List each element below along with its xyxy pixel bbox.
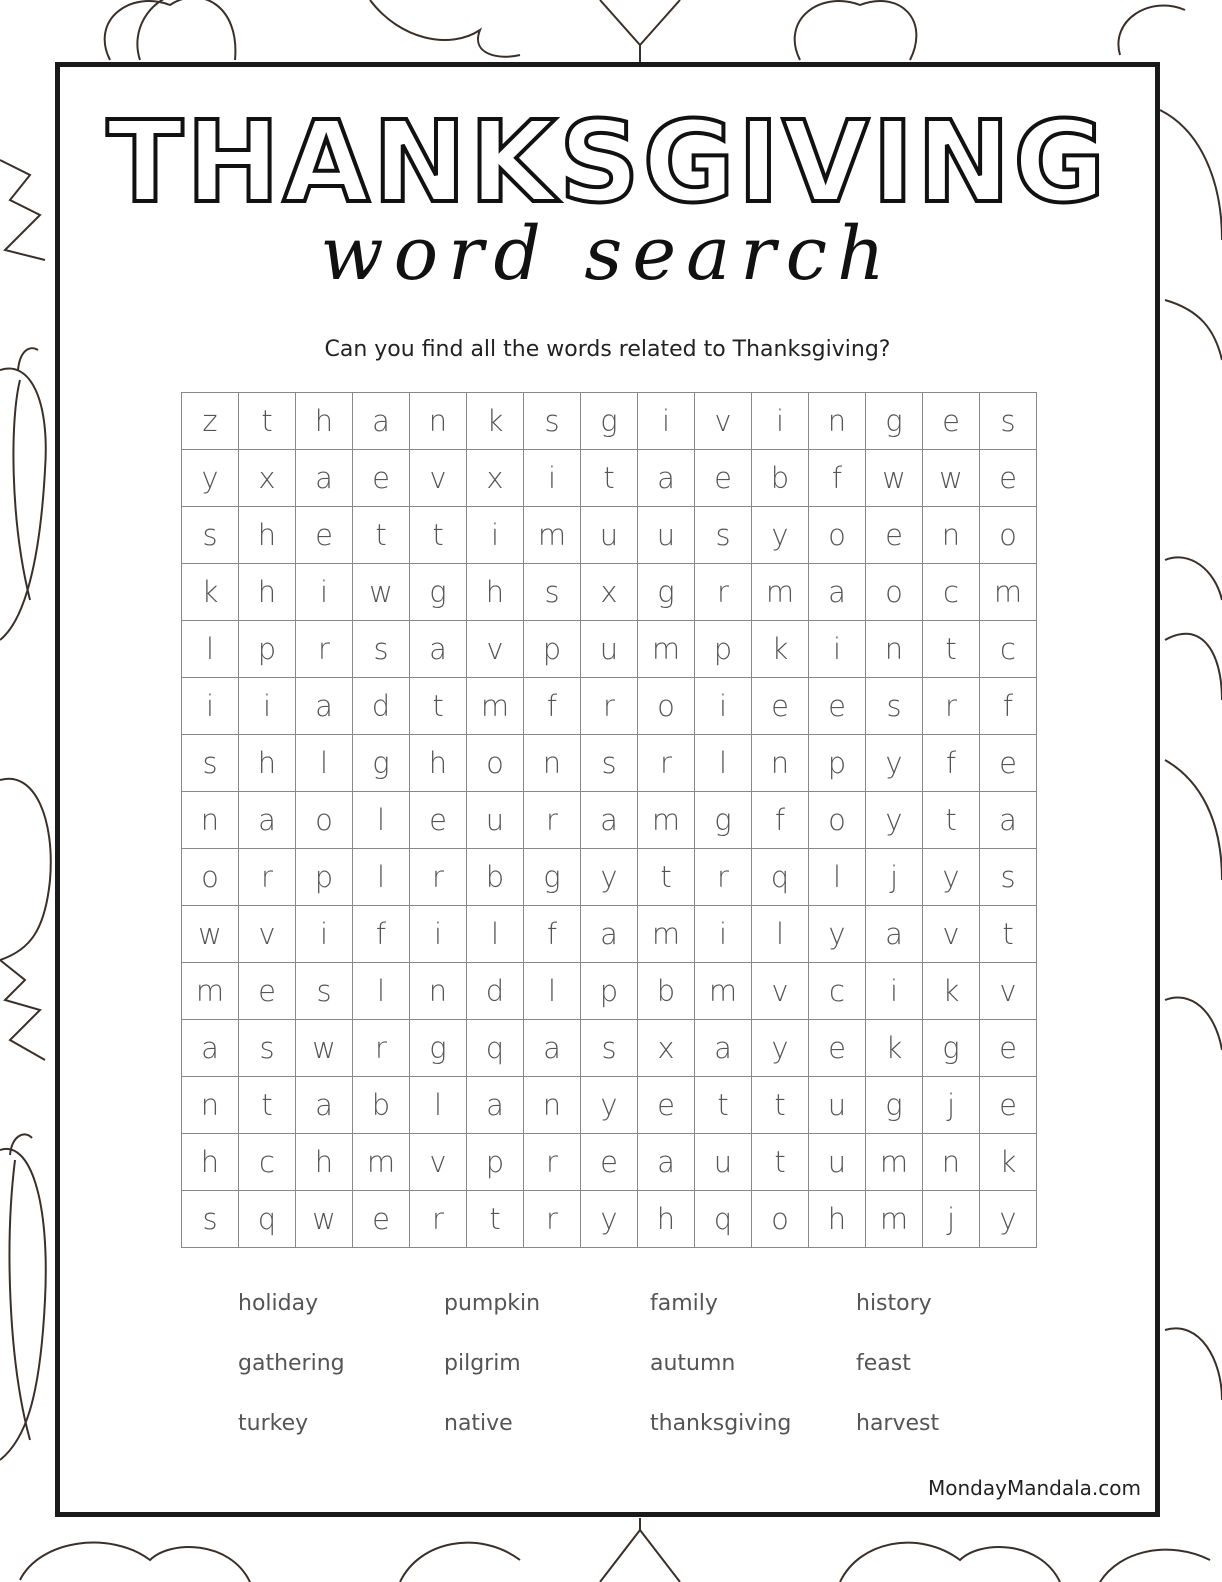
grid-cell[interactable]: m — [638, 906, 695, 963]
word-search-grid — [181, 392, 1037, 1248]
grid-cell[interactable]: m — [866, 1191, 923, 1248]
grid-cell[interactable]: x — [239, 450, 296, 507]
grid-cell[interactable]: s — [182, 507, 239, 564]
page-subtitle: word search — [320, 211, 895, 297]
grid-cell[interactable]: q — [695, 1191, 752, 1248]
grid-cell[interactable]: i — [866, 963, 923, 1020]
grid-cell[interactable]: p — [524, 621, 581, 678]
grid-cell[interactable]: r — [296, 621, 353, 678]
grid-cell[interactable]: a — [980, 792, 1037, 849]
grid-cell[interactable]: l — [809, 849, 866, 906]
grid-cell[interactable]: i — [296, 564, 353, 621]
grid-cell[interactable]: r — [638, 735, 695, 792]
grid-cell[interactable]: y — [809, 906, 866, 963]
grid-cell[interactable]: r — [353, 1020, 410, 1077]
grid-cell[interactable]: v — [239, 906, 296, 963]
grid-cell[interactable]: r — [524, 1134, 581, 1191]
grid-cell[interactable]: h — [239, 564, 296, 621]
grid-cell[interactable]: m — [353, 1134, 410, 1191]
grid-cell[interactable]: w — [182, 906, 239, 963]
word-list-item: thanksgiving — [650, 1411, 792, 1436]
grid-cell[interactable]: l — [410, 1077, 467, 1134]
grid-cell[interactable]: r — [410, 849, 467, 906]
grid-cell[interactable]: b — [353, 1077, 410, 1134]
grid-cell[interactable]: f — [353, 906, 410, 963]
grid-cell[interactable]: l — [182, 621, 239, 678]
grid-cell[interactable]: v — [752, 963, 809, 1020]
grid-cell[interactable]: m — [752, 564, 809, 621]
grid-cell[interactable]: m — [467, 678, 524, 735]
grid-cell[interactable]: k — [923, 963, 980, 1020]
grid-cell[interactable]: u — [638, 507, 695, 564]
grid-cell[interactable]: u — [581, 507, 638, 564]
grid-cell[interactable]: q — [467, 1020, 524, 1077]
grid-cell[interactable]: p — [296, 849, 353, 906]
grid-cell[interactable]: y — [980, 1191, 1037, 1248]
grid-cell[interactable]: g — [866, 1077, 923, 1134]
grid-cell[interactable]: m — [866, 1134, 923, 1191]
grid-cell[interactable]: a — [866, 906, 923, 963]
grid-cell[interactable]: h — [296, 1134, 353, 1191]
grid-cell[interactable]: a — [524, 1020, 581, 1077]
grid-cell[interactable]: b — [638, 963, 695, 1020]
grid-row — [182, 849, 1037, 906]
grid-cell[interactable]: e — [980, 1077, 1037, 1134]
grid-cell[interactable]: l — [353, 792, 410, 849]
grid-cell[interactable]: g — [410, 564, 467, 621]
worksheet-frame — [55, 62, 1160, 1517]
grid-cell[interactable]: e — [353, 1191, 410, 1248]
grid-cell[interactable]: c — [809, 963, 866, 1020]
grid-cell[interactable]: w — [296, 1020, 353, 1077]
grid-row — [182, 564, 1037, 621]
grid-cell[interactable]: u — [809, 1077, 866, 1134]
grid-cell[interactable]: a — [239, 792, 296, 849]
grid-cell[interactable]: r — [695, 564, 752, 621]
grid-row — [182, 393, 1037, 450]
grid-cell[interactable]: y — [752, 507, 809, 564]
grid-cell[interactable]: t — [980, 906, 1037, 963]
grid-cell[interactable]: v — [980, 963, 1037, 1020]
grid-cell[interactable]: k — [980, 1134, 1037, 1191]
grid-cell[interactable]: a — [581, 792, 638, 849]
grid-cell[interactable]: o — [182, 849, 239, 906]
grid-cell[interactable]: t — [239, 393, 296, 450]
grid-cell[interactable]: i — [695, 678, 752, 735]
grid-cell[interactable]: w — [353, 564, 410, 621]
grid-cell[interactable]: c — [980, 621, 1037, 678]
grid-cell[interactable]: p — [809, 735, 866, 792]
grid-cell[interactable]: d — [467, 963, 524, 1020]
grid-cell[interactable]: e — [980, 1020, 1037, 1077]
grid-cell[interactable]: h — [467, 564, 524, 621]
grid-cell[interactable]: r — [695, 849, 752, 906]
grid-cell[interactable]: t — [752, 1134, 809, 1191]
grid-cell[interactable]: l — [695, 735, 752, 792]
grid-cell[interactable]: g — [410, 1020, 467, 1077]
grid-cell[interactable]: m — [980, 564, 1037, 621]
word-list-item: gathering — [238, 1351, 345, 1376]
word-list-item: native — [444, 1411, 513, 1436]
grid-cell[interactable]: l — [353, 849, 410, 906]
word-list-item: autumn — [650, 1351, 736, 1376]
grid-cell[interactable]: t — [752, 1077, 809, 1134]
grid-cell[interactable]: o — [809, 792, 866, 849]
grid-cell[interactable]: a — [467, 1077, 524, 1134]
grid-cell[interactable]: q — [239, 1191, 296, 1248]
grid-cell[interactable]: a — [581, 906, 638, 963]
grid-cell[interactable]: e — [980, 735, 1037, 792]
grid-cell[interactable]: t — [923, 621, 980, 678]
grid-cell[interactable]: a — [296, 1077, 353, 1134]
grid-cell[interactable]: w — [866, 450, 923, 507]
word-list-item: history — [856, 1291, 932, 1316]
word-list-item: feast — [856, 1351, 911, 1376]
grid-cell[interactable]: p — [695, 621, 752, 678]
grid-cell[interactable]: y — [866, 792, 923, 849]
grid-cell[interactable]: x — [638, 1020, 695, 1077]
grid-cell[interactable]: g — [695, 792, 752, 849]
grid-cell[interactable]: e — [923, 393, 980, 450]
grid-cell[interactable]: i — [239, 678, 296, 735]
grid-cell[interactable]: e — [866, 507, 923, 564]
grid-cell[interactable]: k — [467, 393, 524, 450]
grid-cell[interactable]: e — [638, 1077, 695, 1134]
grid-cell[interactable]: i — [296, 906, 353, 963]
grid-cell[interactable]: f — [752, 792, 809, 849]
grid-cell[interactable]: a — [809, 564, 866, 621]
grid-row — [182, 963, 1037, 1020]
grid-cell[interactable]: y — [581, 849, 638, 906]
grid-cell[interactable]: r — [581, 678, 638, 735]
grid-cell[interactable]: o — [752, 1191, 809, 1248]
grid-cell[interactable]: t — [467, 1191, 524, 1248]
grid-row — [182, 507, 1037, 564]
grid-cell[interactable]: s — [182, 735, 239, 792]
grid-cell[interactable]: g — [581, 393, 638, 450]
grid-cell[interactable]: i — [467, 507, 524, 564]
grid-cell[interactable]: u — [809, 1134, 866, 1191]
grid-cell[interactable]: n — [809, 393, 866, 450]
word-list-item: pilgrim — [444, 1351, 521, 1376]
grid-cell[interactable]: l — [296, 735, 353, 792]
grid-cell[interactable]: e — [980, 450, 1037, 507]
grid-cell[interactable]: y — [581, 1077, 638, 1134]
grid-cell[interactable]: h — [182, 1134, 239, 1191]
grid-cell[interactable]: s — [296, 963, 353, 1020]
grid-row — [182, 678, 1037, 735]
grid-cell[interactable]: o — [809, 507, 866, 564]
grid-cell[interactable]: i — [809, 621, 866, 678]
grid-cell[interactable]: g — [638, 564, 695, 621]
grid-cell[interactable]: t — [353, 507, 410, 564]
grid-cell[interactable]: e — [809, 678, 866, 735]
grid-cell[interactable]: n — [524, 735, 581, 792]
grid-cell[interactable]: e — [581, 1134, 638, 1191]
grid-cell[interactable]: w — [923, 450, 980, 507]
grid-cell[interactable]: n — [923, 1134, 980, 1191]
word-list-item: holiday — [238, 1291, 319, 1316]
grid-cell[interactable]: g — [923, 1020, 980, 1077]
grid-row — [182, 1134, 1037, 1191]
page-title: THANKSGIVING — [106, 98, 1109, 228]
grid-cell[interactable]: a — [638, 450, 695, 507]
grid-cell[interactable]: l — [752, 906, 809, 963]
grid-cell[interactable]: e — [809, 1020, 866, 1077]
grid-cell[interactable]: s — [353, 621, 410, 678]
grid-cell[interactable]: o — [296, 792, 353, 849]
grid-cell[interactable]: f — [923, 735, 980, 792]
instructions: Can you find all the words related to Thanksgiving? — [324, 337, 891, 362]
grid-cell[interactable]: h — [239, 507, 296, 564]
grid-cell[interactable]: a — [182, 1020, 239, 1077]
grid-cell[interactable]: m — [638, 792, 695, 849]
word-list-item: turkey — [238, 1411, 309, 1436]
grid-row — [182, 735, 1037, 792]
grid-cell[interactable]: i — [410, 906, 467, 963]
grid-cell[interactable]: y — [866, 735, 923, 792]
grid-cell[interactable]: k — [752, 621, 809, 678]
grid-cell[interactable]: s — [980, 393, 1037, 450]
grid-cell[interactable]: f — [524, 906, 581, 963]
grid-cell[interactable]: c — [923, 564, 980, 621]
grid-row — [182, 621, 1037, 678]
grid-cell[interactable]: n — [182, 792, 239, 849]
grid-cell[interactable]: a — [353, 393, 410, 450]
grid-cell[interactable]: x — [581, 564, 638, 621]
grid-cell[interactable]: x — [467, 450, 524, 507]
grid-cell[interactable]: v — [410, 450, 467, 507]
grid-cell[interactable]: s — [524, 393, 581, 450]
grid-cell[interactable]: r — [239, 849, 296, 906]
grid-cell[interactable]: p — [467, 1134, 524, 1191]
grid-cell[interactable]: u — [581, 621, 638, 678]
grid-cell[interactable]: v — [923, 906, 980, 963]
grid-cell[interactable]: h — [809, 1191, 866, 1248]
grid-cell[interactable]: t — [410, 678, 467, 735]
grid-cell[interactable]: n — [524, 1077, 581, 1134]
grid-cell[interactable]: t — [638, 849, 695, 906]
grid-cell[interactable]: e — [410, 792, 467, 849]
grid-cell[interactable]: t — [410, 507, 467, 564]
grid-cell[interactable]: v — [410, 1134, 467, 1191]
grid-cell[interactable]: n — [923, 507, 980, 564]
grid-cell[interactable]: s — [239, 1020, 296, 1077]
grid-cell[interactable]: d — [353, 678, 410, 735]
grid-cell[interactable]: i — [752, 393, 809, 450]
grid-cell[interactable]: w — [296, 1191, 353, 1248]
grid-cell[interactable]: e — [296, 507, 353, 564]
grid-cell[interactable]: q — [752, 849, 809, 906]
grid-cell[interactable]: s — [581, 735, 638, 792]
grid-cell[interactable]: e — [239, 963, 296, 1020]
grid-cell[interactable]: e — [353, 450, 410, 507]
grid-cell[interactable]: s — [980, 849, 1037, 906]
grid-cell[interactable]: t — [695, 1077, 752, 1134]
grid-cell[interactable]: k — [182, 564, 239, 621]
grid-cell[interactable]: n — [182, 1077, 239, 1134]
grid-cell[interactable]: u — [467, 792, 524, 849]
grid-cell[interactable]: s — [866, 678, 923, 735]
grid-cell[interactable]: n — [866, 621, 923, 678]
grid-cell[interactable]: n — [752, 735, 809, 792]
grid-cell[interactable]: r — [524, 792, 581, 849]
grid-cell[interactable]: g — [866, 393, 923, 450]
grid-cell[interactable]: c — [239, 1134, 296, 1191]
grid-cell[interactable]: t — [923, 792, 980, 849]
grid-cell[interactable]: e — [695, 450, 752, 507]
grid-cell[interactable]: p — [239, 621, 296, 678]
grid-row — [182, 1191, 1037, 1248]
grid-row — [182, 792, 1037, 849]
grid-row — [182, 1077, 1037, 1134]
grid-cell[interactable]: g — [524, 849, 581, 906]
grid-cell[interactable]: m — [182, 963, 239, 1020]
grid-cell[interactable]: h — [296, 393, 353, 450]
word-list-item: pumpkin — [444, 1291, 541, 1316]
grid-cell[interactable]: y — [182, 450, 239, 507]
grid-cell[interactable]: j — [923, 1191, 980, 1248]
grid-cell[interactable]: s — [695, 507, 752, 564]
grid-cell[interactable]: b — [467, 849, 524, 906]
grid-cell[interactable]: i — [182, 678, 239, 735]
grid-cell[interactable]: s — [524, 564, 581, 621]
grid-cell[interactable]: j — [923, 1077, 980, 1134]
grid-cell[interactable]: y — [923, 849, 980, 906]
grid-cell[interactable]: t — [581, 450, 638, 507]
grid-cell[interactable]: s — [182, 1191, 239, 1248]
grid-cell[interactable]: p — [581, 963, 638, 1020]
grid-cell[interactable]: k — [866, 1020, 923, 1077]
grid-cell[interactable]: n — [410, 963, 467, 1020]
grid-cell[interactable]: r — [923, 678, 980, 735]
grid-cell[interactable]: o — [638, 678, 695, 735]
grid-cell[interactable]: m — [638, 621, 695, 678]
grid-cell[interactable]: s — [581, 1020, 638, 1077]
grid-cell[interactable]: a — [296, 450, 353, 507]
grid-cell[interactable]: e — [752, 678, 809, 735]
grid-cell[interactable]: h — [638, 1191, 695, 1248]
grid-cell[interactable]: g — [353, 735, 410, 792]
grid-cell[interactable]: y — [752, 1020, 809, 1077]
grid-cell[interactable]: h — [410, 735, 467, 792]
brand-watermark: MondayMandala.com — [928, 1476, 1141, 1500]
grid-cell[interactable]: a — [638, 1134, 695, 1191]
word-list-item: harvest — [856, 1411, 940, 1436]
grid-cell[interactable]: l — [467, 906, 524, 963]
grid-cell[interactable]: r — [524, 1191, 581, 1248]
grid-cell[interactable]: o — [866, 564, 923, 621]
grid-cell[interactable]: i — [638, 393, 695, 450]
grid-cell[interactable]: a — [296, 678, 353, 735]
grid-row — [182, 1020, 1037, 1077]
grid-cell[interactable]: v — [467, 621, 524, 678]
word-list-item: family — [650, 1291, 718, 1316]
grid-cell[interactable]: j — [866, 849, 923, 906]
grid-cell[interactable]: r — [410, 1191, 467, 1248]
grid-cell[interactable]: a — [410, 621, 467, 678]
grid-cell[interactable]: l — [524, 963, 581, 1020]
grid-cell[interactable]: h — [239, 735, 296, 792]
grid-cell[interactable]: n — [410, 393, 467, 450]
grid-cell[interactable]: y — [581, 1191, 638, 1248]
grid-cell[interactable]: v — [695, 393, 752, 450]
grid-cell[interactable]: f — [524, 678, 581, 735]
grid-cell[interactable]: o — [980, 507, 1037, 564]
grid-cell[interactable]: u — [695, 1134, 752, 1191]
grid-row — [182, 450, 1037, 507]
grid-cell[interactable]: z — [182, 393, 239, 450]
grid-cell[interactable]: f — [809, 450, 866, 507]
grid-cell[interactable]: o — [467, 735, 524, 792]
grid-cell[interactable]: m — [695, 963, 752, 1020]
grid-cell[interactable]: t — [239, 1077, 296, 1134]
word-list — [238, 1289, 1068, 1439]
grid-cell[interactable]: l — [353, 963, 410, 1020]
grid-cell[interactable]: a — [695, 1020, 752, 1077]
grid-cell[interactable]: m — [524, 507, 581, 564]
grid-cell[interactable]: i — [524, 450, 581, 507]
grid-cell[interactable]: i — [695, 906, 752, 963]
grid-row — [182, 906, 1037, 963]
grid-cell[interactable]: f — [980, 678, 1037, 735]
grid-cell[interactable]: b — [752, 450, 809, 507]
